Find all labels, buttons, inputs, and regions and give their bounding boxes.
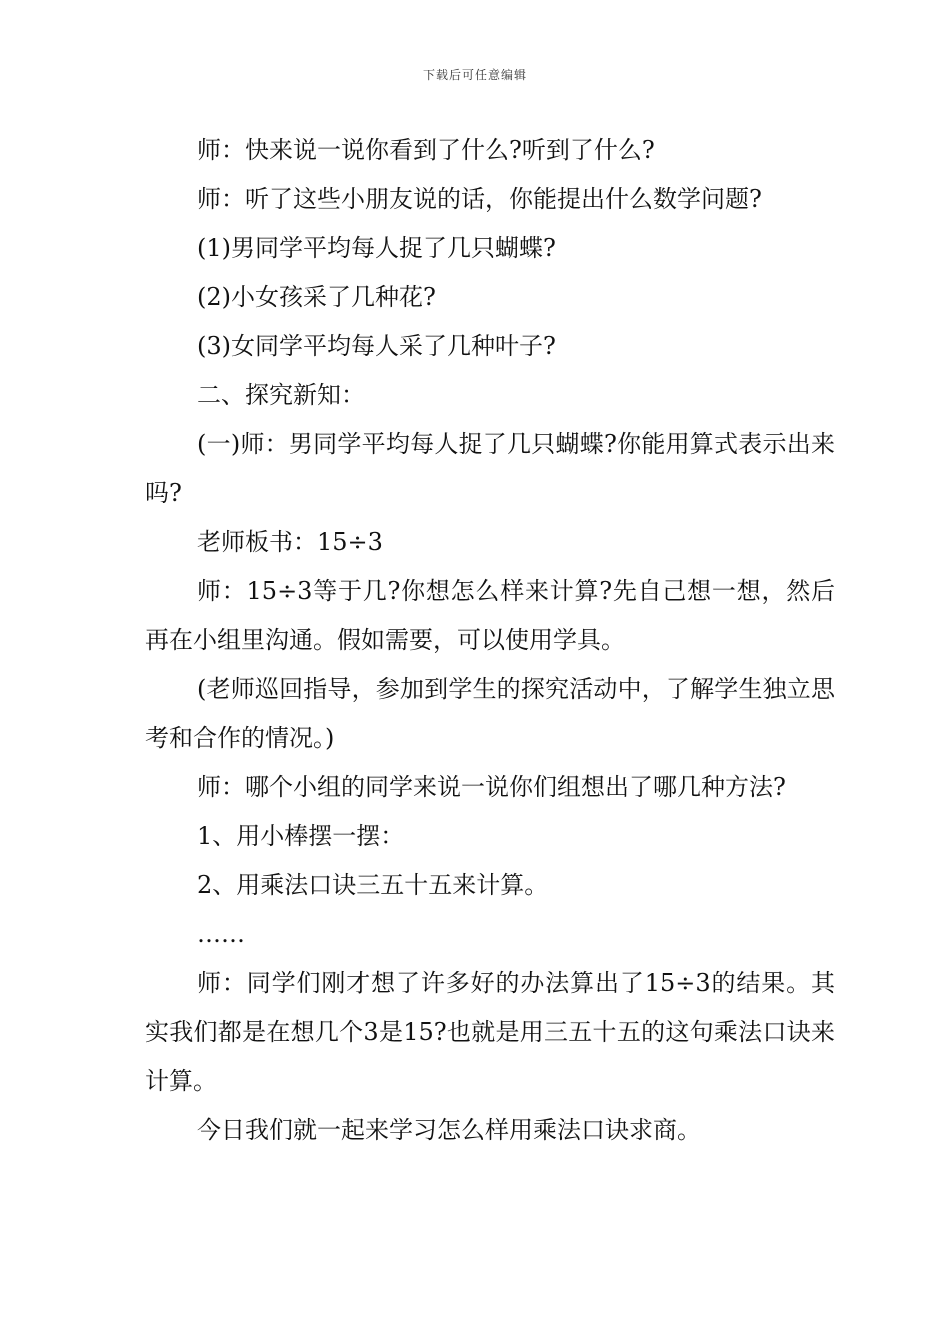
list-item-method-2: 2、用乘法口诀三五十五来计算。 — [197, 871, 549, 899]
paragraph-how-to-calculate: 师：15÷3等于几?你想怎么样来计算?先自己想一想，然后再在小组里沟通。假如需要，可以使用学具。 — [145, 577, 835, 654]
paragraph-question-item-2: (2)小女孩采了几种花? — [197, 283, 436, 311]
paragraph-teacher-question-1: 师：快来说一说你看到了什么?听到了什么? — [197, 136, 655, 164]
paragraph-teacher-guidance: (老师巡回指导，参加到学生的探究活动中，了解学生独立思考和合作的情况。) — [145, 675, 835, 752]
document-body — [145, 126, 835, 1155]
paragraph-ellipsis: …… — [197, 920, 245, 948]
list-item-method-1: 1、用小棒摆一摆： — [197, 822, 405, 850]
paragraph-lesson-intro: 今日我们就一起来学习怎么样用乘法口诀求商。 — [197, 1116, 701, 1144]
paragraph-question-item-1: (1)男同学平均每人捉了几只蝴蝶? — [197, 234, 556, 262]
paragraph-board-writing: 老师板书：15÷3 — [197, 528, 383, 556]
paragraph-question-item-3: (3)女同学平均每人采了几种叶子? — [197, 332, 556, 360]
paragraph-part-one: (一)师：男同学平均每人捉了几只蝴蝶?你能用算式表示出来吗? — [145, 430, 835, 507]
paragraph-summary: 师：同学们刚才想了许多好的办法算出了15÷3的结果。其实我们都是在想几个3是15?也就是用三五十五的这句乘法口诀来计算。 — [145, 969, 835, 1095]
paragraph-group-methods: 师：哪个小组的同学来说一说你们组想出了哪几种方法? — [197, 773, 786, 801]
page-header-note: 下载后可任意编辑 — [422, 68, 527, 82]
section-heading-explore: 二、探究新知： — [197, 381, 365, 409]
paragraph-teacher-question-2: 师：听了这些小朋友说的话，你能提出什么数学问题? — [197, 185, 762, 213]
